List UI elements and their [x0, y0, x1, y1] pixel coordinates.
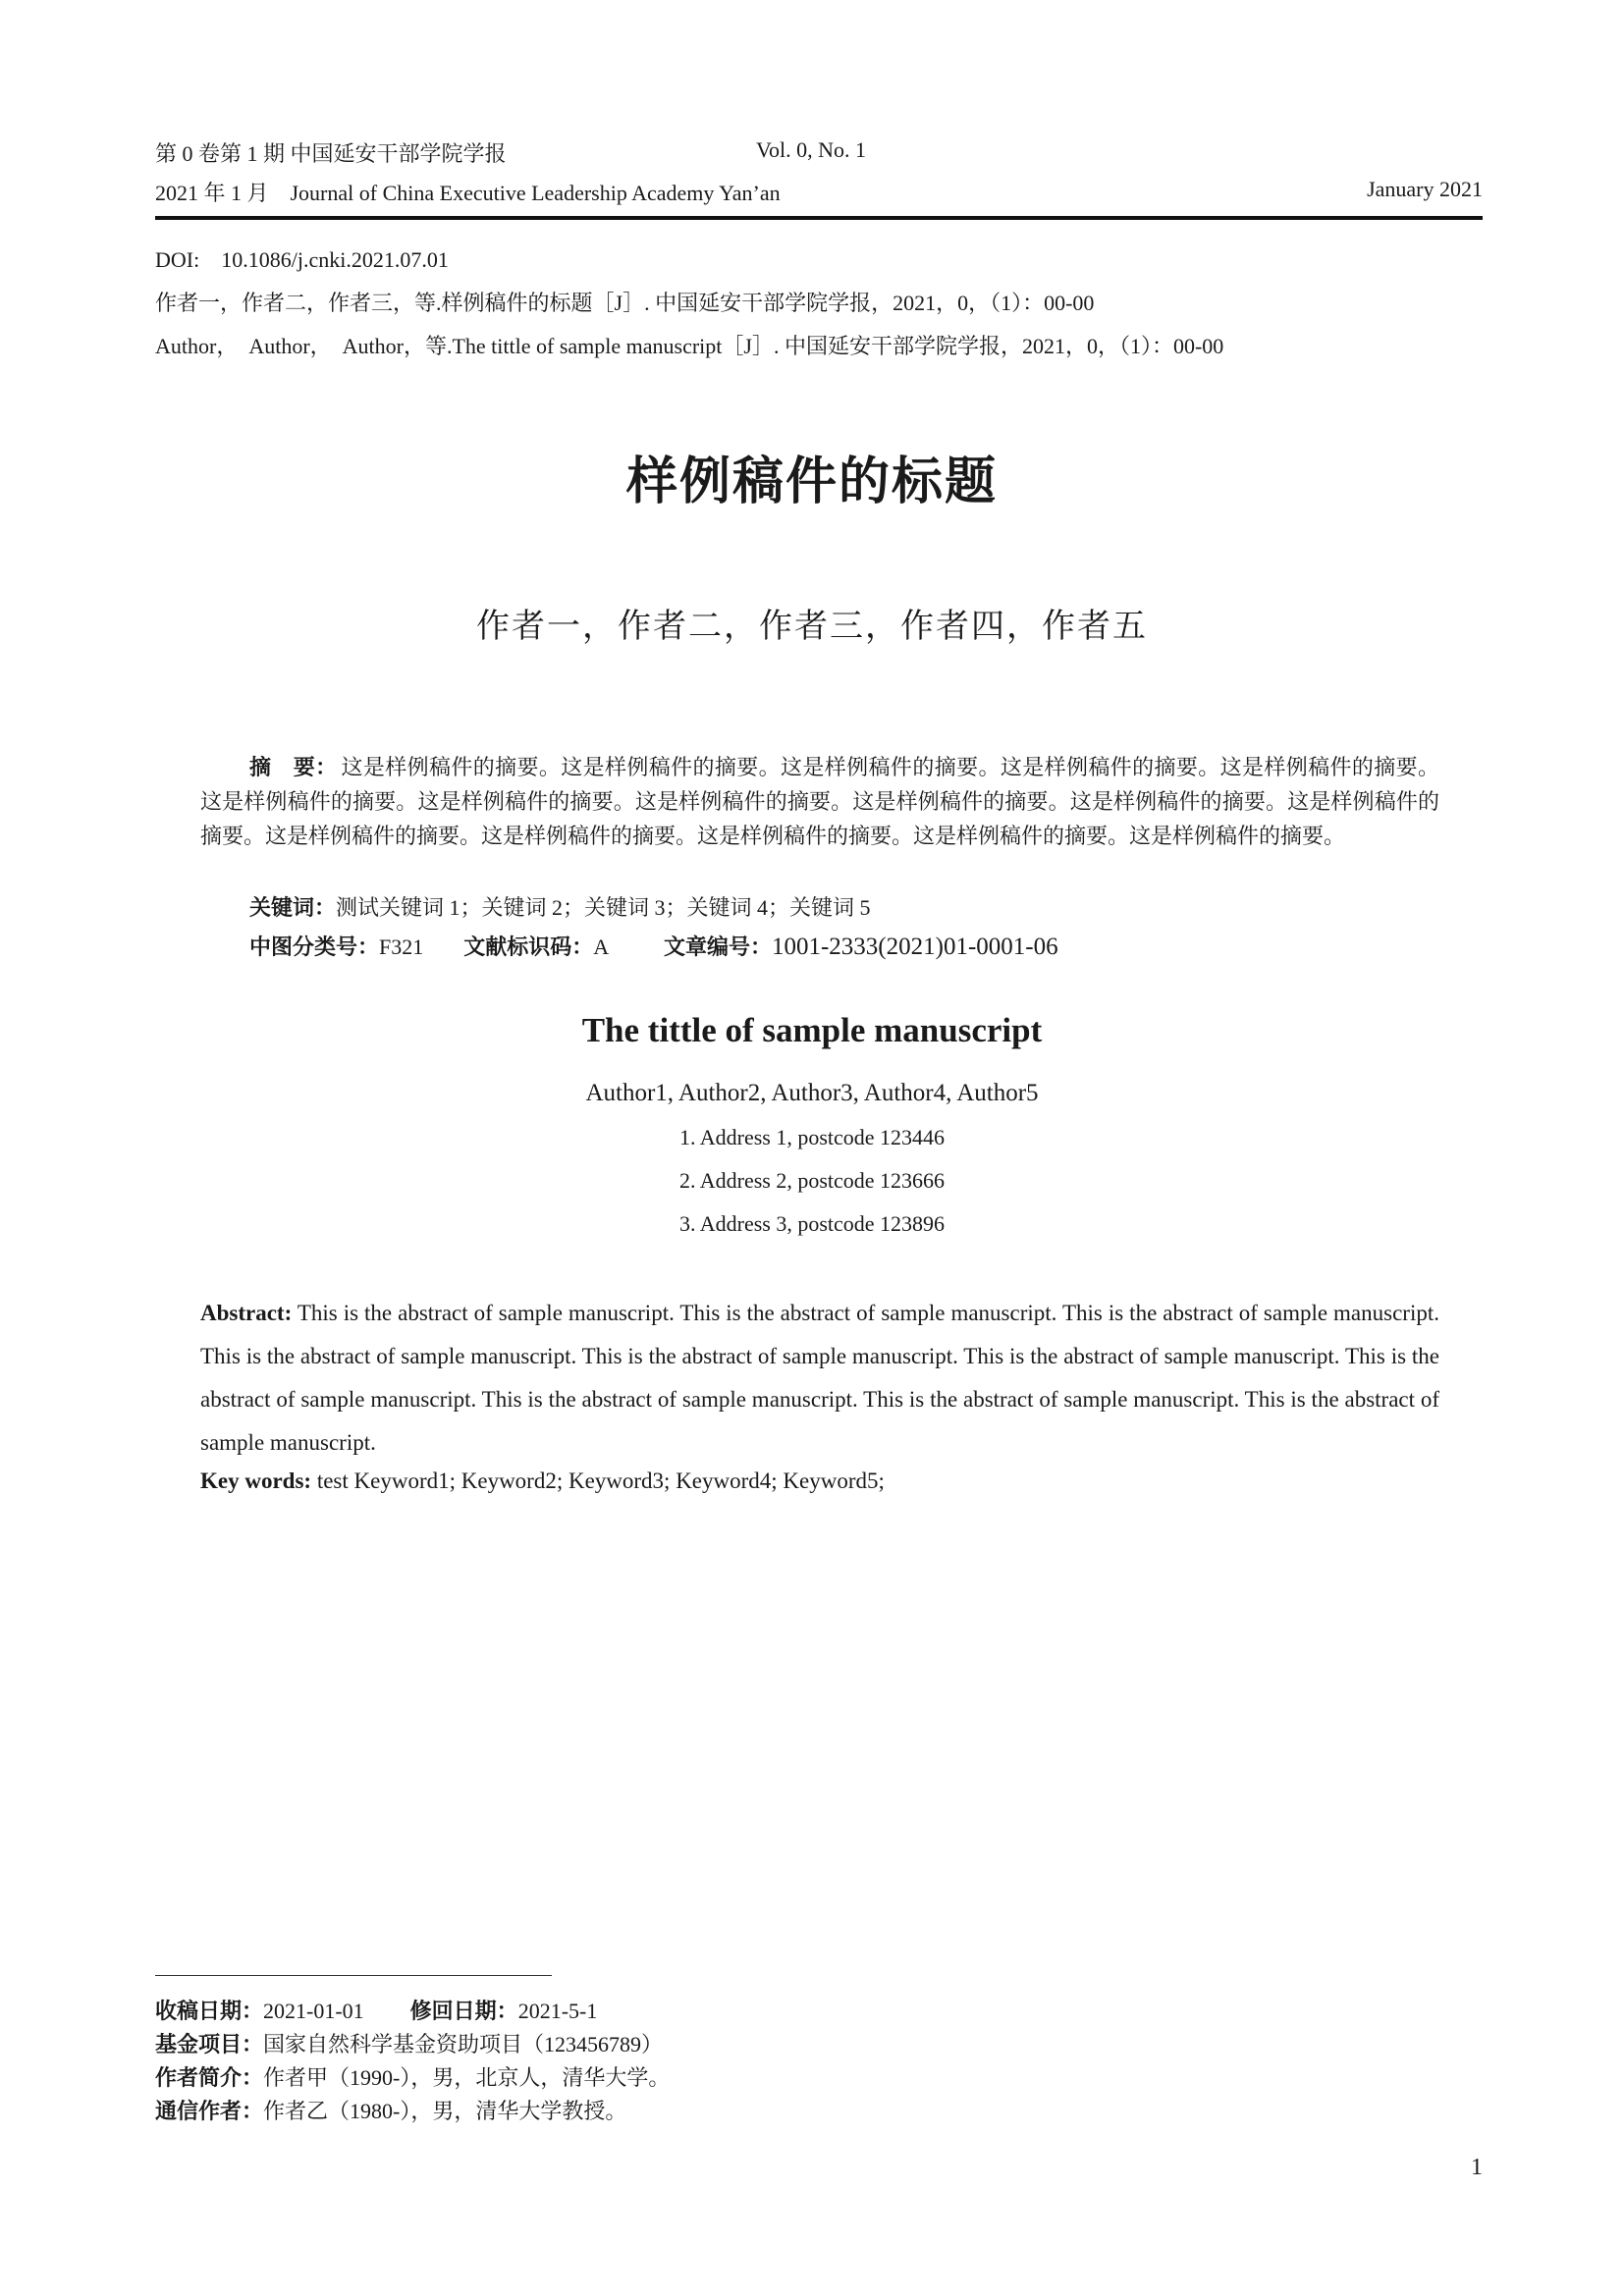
- citation-en: Author， Author， Author，等.The tittle of sample manuscript［J］. 中国延安干部学院学报，2021，0，（1）：00-00: [155, 334, 1224, 358]
- fund-value: 国家自然科学基金资助项目（123456789）: [263, 2032, 664, 2056]
- header-date: January 2021: [1367, 177, 1483, 201]
- author-list-cn: 作者一，作者二，作者三，作者四，作者五: [476, 609, 1148, 645]
- doc-code-value: A: [593, 934, 608, 959]
- header-journal-name: 2021 年 1 月 Journal of China Executive Leadership Academy Yan’an: [155, 181, 781, 205]
- author-list-en: Author1, Author2, Author3, Author4, Author5: [585, 1080, 1039, 1106]
- clc-label: 中图分类号：: [249, 934, 380, 959]
- header-journal-issue-cn: 第 0 卷第 1 期 中国延安干部学院学报: [155, 141, 507, 166]
- abstract-text-en: This is the abstract of sample manuscript. This is the abstract of sample manuscript. This is the abstract of sample manuscript. This is the abstract of sample manuscript. This is the abstract of sample manuscript. This is the abstract of sample manuscript. This is the abstract of sample manuscript. This is the abstract of sample manuscript. This is the abstract of sample manuscript. This is the abstract of sample manuscript.: [200, 1301, 1439, 1455]
- address-1: 1. Address 1, postcode 123446: [678, 1125, 946, 1149]
- received-value: 2021-01-01: [263, 1999, 364, 2023]
- clc-value: F321: [379, 934, 424, 959]
- footnote-dates: [155, 1995, 597, 2025]
- revised-label: 修回日期：: [409, 1999, 518, 2023]
- doc-code-label: 文献标识码：: [463, 934, 594, 959]
- keywords-en: [200, 1468, 885, 1494]
- classification-line: [249, 931, 1058, 961]
- keywords-text-cn: 测试关键词 1；关键词 2；关键词 3；关键词 4；关键词 5: [336, 895, 871, 920]
- paper-title-cn: 样例稿件的标题: [625, 454, 998, 510]
- abstract-label-cn: 摘 要：: [249, 755, 338, 779]
- revised-value: 2021-5-1: [517, 1999, 598, 2023]
- footnote-fund: [155, 2028, 663, 2058]
- bio-label: 作者简介：: [155, 2065, 264, 2090]
- header-rule: [155, 216, 1483, 220]
- abstract-en: [200, 1292, 1439, 1465]
- bio-value: 作者甲（1990-），男，北京人，清华大学。: [263, 2065, 671, 2090]
- footnote-author-bio: [155, 2061, 670, 2092]
- corr-value: 作者乙（1980-），男，清华大学教授。: [263, 2099, 627, 2123]
- address-3: 3. Address 3, postcode 123896: [678, 1211, 946, 1236]
- keywords-label-cn: 关键词：: [249, 895, 337, 920]
- page-number: 1: [1471, 2155, 1483, 2180]
- fund-label: 基金项目：: [155, 2032, 264, 2056]
- article-no-label: 文章编号：: [663, 934, 772, 959]
- footnote-corresponding: [155, 2095, 626, 2125]
- abstract-text-cn: 这是样例稿件的摘要。这是样例稿件的摘要。这是样例稿件的摘要。这是样例稿件的摘要。这是样例稿件的摘要。这是样例稿件的摘要。这是样例稿件的摘要。这是样例稿件的摘要。这是样例稿件的摘要。这是样例稿件的摘要。这是样例稿件的摘要。这是样例稿件的摘要。这是样例稿件的摘要。这是样例稿件的摘要。这是样例稿件的摘要。这是样例稿件的摘要。: [200, 755, 1439, 848]
- header-volume-number: Vol. 0, No. 1: [756, 137, 867, 162]
- keywords-cn: [249, 891, 871, 922]
- citation-cn: 作者一，作者二，作者三，等.样例稿件的标题［J］. 中国延安干部学院学报，2021，0，（1）：00-00: [155, 291, 1095, 315]
- abstract-label-en: Abstract:: [200, 1301, 293, 1325]
- article-no-value: 1001-2333(2021)01-0001-06: [771, 934, 1058, 960]
- footnote-rule: [155, 1975, 552, 1976]
- received-label: 收稿日期：: [155, 1999, 264, 2023]
- keywords-label-en: Key words:: [200, 1468, 312, 1493]
- doi-line: DOI: 10.1086/j.cnki.2021.07.01: [155, 247, 449, 272]
- corr-label: 通信作者：: [155, 2099, 264, 2123]
- address-2: 2. Address 2, postcode 123666: [678, 1168, 946, 1193]
- abstract-cn: [200, 750, 1439, 853]
- paper-title-en: The tittle of sample manuscript: [581, 1011, 1043, 1049]
- keywords-text-en: test Keyword1; Keyword2; Keyword3; Keyword4; Keyword5;: [311, 1468, 885, 1493]
